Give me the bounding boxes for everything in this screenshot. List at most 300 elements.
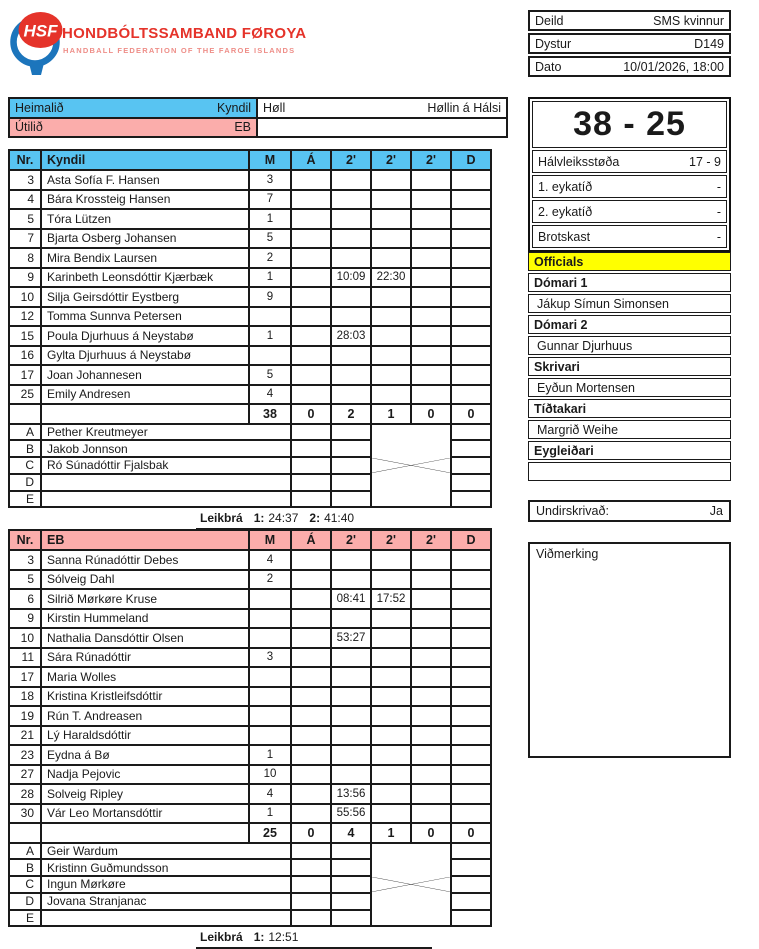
suspension-cell-2: 17:52 <box>371 589 411 609</box>
match-info-value: 10/01/2026, 18:00 <box>623 59 724 74</box>
officials-box <box>528 252 731 483</box>
suspension-cell-1 <box>331 287 371 307</box>
jersey-number-cell: 10 <box>9 628 41 648</box>
jersey-number-cell: 17 <box>9 365 41 385</box>
suspension-cell-1 <box>331 385 371 405</box>
crossed-out-region <box>371 424 451 508</box>
away-roster-section <box>8 529 497 949</box>
column-stat: M <box>249 150 291 170</box>
totals-value-cell: 25 <box>249 823 291 843</box>
score-detail-row <box>532 175 727 198</box>
disqualification-cell <box>451 687 491 707</box>
playing-time-label: Leikbrá <box>200 511 243 526</box>
score-detail-value: - <box>716 179 721 194</box>
staff-letter-cell: C <box>9 876 41 893</box>
match-info-label: Deild <box>535 13 564 28</box>
suspension-cell-3 <box>411 229 451 249</box>
player-name-cell: Silja Geirsdóttir Eystberg <box>41 287 249 307</box>
disqualification-cell <box>451 765 491 785</box>
federation-subtitle: HANDBALL FEDERATION OF THE FAROE ISLANDS <box>63 46 296 55</box>
disqualification-cell <box>451 287 491 307</box>
totals-value-cell: 2 <box>331 404 371 424</box>
away-team-cell <box>9 118 257 138</box>
disqualification-cell <box>451 804 491 824</box>
player-row <box>9 804 491 824</box>
totals-value-cell: 0 <box>451 823 491 843</box>
player-row <box>9 326 491 346</box>
disqualification-cell <box>451 745 491 765</box>
player-name-cell: Vár Leo Mortansdóttir <box>41 804 249 824</box>
remarks-box <box>528 542 731 758</box>
goals-cell <box>249 609 291 629</box>
staff-name-cell: Ingun Mørkøre <box>41 876 291 893</box>
half1-label: 1: <box>253 511 265 526</box>
jersey-number-cell: 17 <box>9 667 41 687</box>
goals-cell <box>249 687 291 707</box>
score-detail-row <box>532 200 727 223</box>
final-score: 38 - 25 <box>532 101 727 148</box>
suspension-cell-3 <box>411 745 451 765</box>
staff-stat-cell <box>291 474 331 491</box>
match-info-row <box>528 33 731 54</box>
player-row <box>9 268 491 288</box>
jersey-number-cell: 7 <box>9 229 41 249</box>
goals-cell: 2 <box>249 570 291 590</box>
suspension-cell-3 <box>411 307 451 327</box>
player-name-cell: Bára Krossteig Hansen <box>41 190 249 210</box>
staff-letter-cell: E <box>9 910 41 927</box>
match-info-value: SMS kvinnur <box>653 13 724 28</box>
staff-stat-cell <box>451 876 491 893</box>
suspension-cell-3 <box>411 628 451 648</box>
half1-value: 12:51 <box>268 930 299 945</box>
staff-stat-cell <box>451 910 491 927</box>
suspension-cell-3 <box>411 609 451 629</box>
officials-title: Officials <box>528 252 731 271</box>
column-team-name: EB <box>41 530 249 550</box>
suspension-cell-2 <box>371 667 411 687</box>
goals-cell: 1 <box>249 745 291 765</box>
warning-cell <box>291 765 331 785</box>
match-info-row <box>528 56 731 77</box>
warning-cell <box>291 648 331 668</box>
disqualification-cell <box>451 628 491 648</box>
suspension-cell-1 <box>331 667 371 687</box>
goals-cell: 4 <box>249 550 291 570</box>
disqualification-cell <box>451 229 491 249</box>
player-name-cell: Eydna á Bø <box>41 745 249 765</box>
goals-cell: 2 <box>249 248 291 268</box>
official-role-label: Dómari 1 <box>528 273 731 292</box>
jersey-number-cell: 25 <box>9 385 41 405</box>
jersey-number-cell: 8 <box>9 248 41 268</box>
staff-stat-cell <box>451 424 491 441</box>
suspension-cell-2 <box>371 385 411 405</box>
staff-stat-cell <box>291 843 331 860</box>
goals-cell <box>249 706 291 726</box>
score-detail-label: Brotskast <box>538 229 591 244</box>
away-team-value: EB <box>234 120 251 135</box>
official-name: Margrið Weihe <box>528 420 731 439</box>
disqualification-cell <box>451 365 491 385</box>
player-name-cell: Joan Johannesen <box>41 365 249 385</box>
official-role-label: Eygleiðari <box>528 441 731 460</box>
official-name: Gunnar Djurhuus <box>528 336 731 355</box>
warning-cell <box>291 706 331 726</box>
player-name-cell: Mira Bendix Laursen <box>41 248 249 268</box>
goals-cell: 7 <box>249 190 291 210</box>
warning-cell <box>291 346 331 366</box>
match-info-box <box>528 10 731 79</box>
player-name-cell: Maria Wolles <box>41 667 249 687</box>
away-team-label: Útilið <box>15 120 43 135</box>
match-info-value: D149 <box>694 36 724 51</box>
disqualification-cell <box>451 784 491 804</box>
totals-value-cell: 4 <box>331 823 371 843</box>
staff-name-cell: Kristinn Guðmundsson <box>41 859 291 876</box>
suspension-cell-3 <box>411 765 451 785</box>
official-role-label: Skrivari <box>528 357 731 376</box>
signature-box <box>528 500 731 522</box>
staff-letter-cell: A <box>9 424 41 441</box>
suspension-cell-2 <box>371 248 411 268</box>
goals-cell: 1 <box>249 804 291 824</box>
disqualification-cell <box>451 609 491 629</box>
suspension-cell-1 <box>331 687 371 707</box>
half2-label: 2: <box>309 511 321 526</box>
player-row <box>9 209 491 229</box>
player-row <box>9 170 491 190</box>
player-row <box>9 687 491 707</box>
half1-time <box>254 930 299 944</box>
warning-cell <box>291 385 331 405</box>
half1-label: 1: <box>253 930 265 945</box>
goals-cell <box>249 589 291 609</box>
player-name-cell: Tomma Sunnva Petersen <box>41 307 249 327</box>
suspension-cell-1 <box>331 550 371 570</box>
suspension-cell-1 <box>331 706 371 726</box>
warning-cell <box>291 365 331 385</box>
empty-cell <box>257 118 507 138</box>
totals-value-cell: 0 <box>291 404 331 424</box>
suspension-cell-2 <box>371 609 411 629</box>
player-row <box>9 784 491 804</box>
player-row <box>9 248 491 268</box>
jersey-number-cell: 5 <box>9 209 41 229</box>
signature-value: Ja <box>709 504 723 518</box>
player-row <box>9 609 491 629</box>
jersey-number-cell: 10 <box>9 287 41 307</box>
suspension-cell-1 <box>331 307 371 327</box>
goals-cell <box>249 346 291 366</box>
jersey-number-cell: 28 <box>9 784 41 804</box>
official-name: Jákup Símun Simonsen <box>528 294 731 313</box>
totals-row <box>9 404 491 424</box>
staff-stat-cell <box>451 440 491 457</box>
signature-label: Undirskrivað: <box>536 504 609 518</box>
warning-cell <box>291 209 331 229</box>
half1-time <box>254 511 299 525</box>
player-name-cell: Kirstin Hummeland <box>41 609 249 629</box>
goals-cell: 9 <box>249 287 291 307</box>
suspension-cell-1: 53:27 <box>331 628 371 648</box>
disqualification-cell <box>451 726 491 746</box>
totals-empty-cell <box>9 823 41 843</box>
score-detail-label: Hálvleiksstøða <box>538 154 620 169</box>
suspension-cell-3 <box>411 726 451 746</box>
score-detail-value: - <box>716 204 721 219</box>
warning-cell <box>291 229 331 249</box>
suspension-cell-1 <box>331 765 371 785</box>
player-name-cell: Gylta Djurhuus á Neystabø <box>41 346 249 366</box>
suspension-cell-2 <box>371 706 411 726</box>
suspension-cell-2 <box>371 570 411 590</box>
column-stat: 2' <box>371 530 411 550</box>
playing-time-line <box>196 510 492 530</box>
disqualification-cell <box>451 268 491 288</box>
disqualification-cell <box>451 190 491 210</box>
player-name-cell: Nadja Pejovic <box>41 765 249 785</box>
staff-stat-cell <box>331 457 371 474</box>
staff-stat-cell <box>291 876 331 893</box>
staff-stat-cell <box>291 424 331 441</box>
jersey-number-cell: 11 <box>9 648 41 668</box>
cross-mark-icon <box>372 458 450 473</box>
player-name-cell: Silrið Mørkøre Kruse <box>41 589 249 609</box>
staff-name-cell <box>41 491 291 508</box>
player-name-cell: Karinbeth Leonsdóttir Kjærbæk <box>41 268 249 288</box>
half2-time <box>309 511 354 525</box>
player-row <box>9 648 491 668</box>
goals-cell: 4 <box>249 385 291 405</box>
cross-mark-icon <box>372 877 450 892</box>
suspension-cell-1 <box>331 170 371 190</box>
column-stat: 2' <box>411 530 451 550</box>
column-stat: 2' <box>331 530 371 550</box>
staff-stat-cell <box>331 440 371 457</box>
staff-stat-cell <box>291 910 331 927</box>
home-team-row <box>9 98 507 118</box>
staff-letter-cell: A <box>9 843 41 860</box>
jersey-number-cell: 16 <box>9 346 41 366</box>
jersey-number-cell: 5 <box>9 570 41 590</box>
player-row <box>9 550 491 570</box>
player-name-cell: Tóra Lützen <box>41 209 249 229</box>
suspension-cell-1 <box>331 346 371 366</box>
jersey-number-cell: 21 <box>9 726 41 746</box>
jersey-number-cell: 27 <box>9 765 41 785</box>
warning-cell <box>291 326 331 346</box>
federation-name: HONDBÓLTSSAMBAND FØROYA <box>62 25 307 42</box>
player-name-cell: Sanna Rúnadóttir Debes <box>41 550 249 570</box>
totals-value-cell: 38 <box>249 404 291 424</box>
suspension-cell-3 <box>411 209 451 229</box>
suspension-cell-2 <box>371 726 411 746</box>
half2-value: 41:40 <box>324 511 355 526</box>
suspension-cell-3 <box>411 706 451 726</box>
suspension-cell-3 <box>411 687 451 707</box>
warning-cell <box>291 248 331 268</box>
federation-logo <box>10 10 66 81</box>
playing-time-label: Leikbrá <box>200 930 243 945</box>
roster-table <box>8 529 492 927</box>
goals-cell: 1 <box>249 268 291 288</box>
warning-cell <box>291 170 331 190</box>
suspension-cell-3 <box>411 784 451 804</box>
suspension-cell-1 <box>331 190 371 210</box>
goals-cell: 1 <box>249 326 291 346</box>
suspension-cell-2 <box>371 190 411 210</box>
crossed-out-region <box>371 843 451 927</box>
disqualification-cell <box>451 550 491 570</box>
official-name <box>528 462 731 481</box>
staff-name-cell: Jovana Stranjanac <box>41 893 291 910</box>
player-name-cell: Lý Haraldsdóttir <box>41 726 249 746</box>
player-name-cell: Rún T. Andreasen <box>41 706 249 726</box>
score-detail-label: 1. eykatíð <box>538 179 593 194</box>
match-info-label: Dato <box>535 59 562 74</box>
disqualification-cell <box>451 385 491 405</box>
player-row <box>9 229 491 249</box>
suspension-cell-3 <box>411 326 451 346</box>
staff-stat-cell <box>451 893 491 910</box>
suspension-cell-2 <box>371 784 411 804</box>
goals-cell <box>249 726 291 746</box>
suspension-cell-1 <box>331 248 371 268</box>
disqualification-cell <box>451 346 491 366</box>
score-detail-value: - <box>716 229 721 244</box>
suspension-cell-3 <box>411 268 451 288</box>
player-name-cell: Emily Andresen <box>41 385 249 405</box>
suspension-cell-2 <box>371 326 411 346</box>
suspension-cell-3 <box>411 804 451 824</box>
suspension-cell-1: 28:03 <box>331 326 371 346</box>
staff-stat-cell <box>451 457 491 474</box>
suspension-cell-3 <box>411 550 451 570</box>
suspension-cell-3 <box>411 190 451 210</box>
jersey-number-cell: 9 <box>9 268 41 288</box>
match-info-row <box>528 10 731 31</box>
staff-letter-cell: C <box>9 457 41 474</box>
suspension-cell-2 <box>371 765 411 785</box>
jersey-number-cell: 18 <box>9 687 41 707</box>
jersey-number-cell: 3 <box>9 550 41 570</box>
staff-letter-cell: B <box>9 859 41 876</box>
player-row <box>9 365 491 385</box>
disqualification-cell <box>451 209 491 229</box>
goals-cell: 5 <box>249 365 291 385</box>
goals-cell <box>249 667 291 687</box>
staff-letter-cell: D <box>9 893 41 910</box>
player-name-cell: Solveig Ripley <box>41 784 249 804</box>
roster-table <box>8 149 492 508</box>
totals-value-cell: 0 <box>411 823 451 843</box>
suspension-cell-1: 13:56 <box>331 784 371 804</box>
player-name-cell: Sólveig Dahl <box>41 570 249 590</box>
suspension-cell-2 <box>371 170 411 190</box>
suspension-cell-1 <box>331 745 371 765</box>
official-role-label: Dómari 2 <box>528 315 731 334</box>
warning-cell <box>291 287 331 307</box>
disqualification-cell <box>451 589 491 609</box>
player-row <box>9 589 491 609</box>
suspension-cell-2 <box>371 628 411 648</box>
staff-stat-cell <box>331 424 371 441</box>
suspension-cell-3 <box>411 589 451 609</box>
player-name-cell: Sára Rúnadóttir <box>41 648 249 668</box>
staff-stat-cell <box>451 843 491 860</box>
totals-value-cell: 1 <box>371 823 411 843</box>
suspension-cell-3 <box>411 667 451 687</box>
staff-name-cell: Ró Súnadóttir Fjalsbak <box>41 457 291 474</box>
staff-name-cell <box>41 910 291 927</box>
suspension-cell-2 <box>371 346 411 366</box>
staff-stat-cell <box>291 859 331 876</box>
goals-cell: 3 <box>249 170 291 190</box>
goals-cell <box>249 628 291 648</box>
roster-header-row <box>9 530 491 550</box>
staff-stat-cell <box>331 491 371 508</box>
warning-cell <box>291 570 331 590</box>
suspension-cell-1 <box>331 229 371 249</box>
staff-stat-cell <box>451 859 491 876</box>
jersey-number-cell: 12 <box>9 307 41 327</box>
staff-stat-cell <box>451 491 491 508</box>
score-detail-row <box>532 150 727 173</box>
player-row <box>9 385 491 405</box>
goals-cell: 10 <box>249 765 291 785</box>
staff-name-cell: Pether Kreutmeyer <box>41 424 291 441</box>
suspension-cell-1: 10:09 <box>331 268 371 288</box>
jersey-number-cell: 3 <box>9 170 41 190</box>
staff-stat-cell <box>331 843 371 860</box>
warning-cell <box>291 745 331 765</box>
staff-row <box>9 843 491 860</box>
column-number: Nr. <box>9 150 41 170</box>
player-row <box>9 765 491 785</box>
disqualification-cell <box>451 307 491 327</box>
goals-cell <box>249 307 291 327</box>
column-stat: M <box>249 530 291 550</box>
column-stat: 2' <box>371 150 411 170</box>
totals-value-cell: 0 <box>451 404 491 424</box>
suspension-cell-3 <box>411 365 451 385</box>
player-row <box>9 706 491 726</box>
suspension-cell-2 <box>371 687 411 707</box>
warning-cell <box>291 550 331 570</box>
jersey-number-cell: 23 <box>9 745 41 765</box>
goals-cell: 5 <box>249 229 291 249</box>
suspension-cell-3 <box>411 385 451 405</box>
goals-cell: 1 <box>249 209 291 229</box>
suspension-cell-2 <box>371 550 411 570</box>
player-row <box>9 346 491 366</box>
disqualification-cell <box>451 648 491 668</box>
totals-empty-cell <box>41 823 249 843</box>
column-stat: Á <box>291 530 331 550</box>
official-name: Eyðun Mortensen <box>528 378 731 397</box>
staff-letter-cell: E <box>9 491 41 508</box>
jersey-number-cell: 6 <box>9 589 41 609</box>
suspension-cell-2 <box>371 745 411 765</box>
staff-name-cell: Geir Wardum <box>41 843 291 860</box>
staff-letter-cell: B <box>9 440 41 457</box>
column-stat: 2' <box>331 150 371 170</box>
player-row <box>9 667 491 687</box>
warning-cell <box>291 609 331 629</box>
suspension-cell-1 <box>331 648 371 668</box>
suspension-cell-3 <box>411 346 451 366</box>
